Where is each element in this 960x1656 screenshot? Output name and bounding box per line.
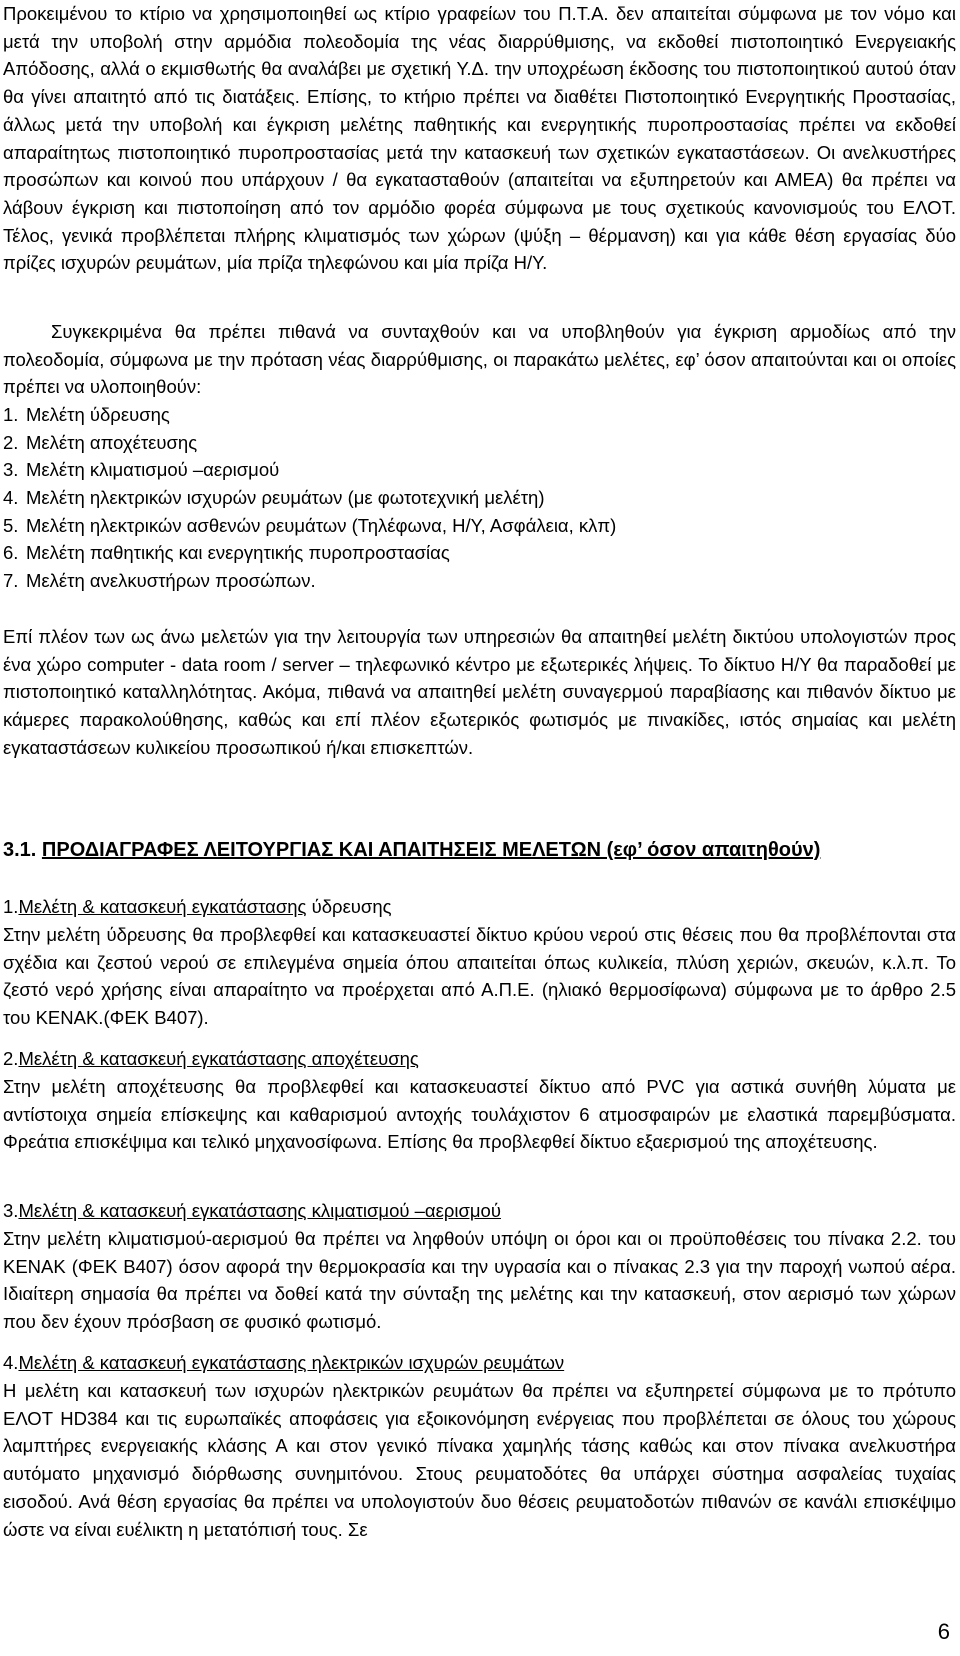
subsection-heading-underlined: Μελέτη & κατασκευή εγκατάστασης <box>18 896 307 917</box>
subsection-number: 4. <box>3 1352 19 1373</box>
list-item <box>3 456 903 484</box>
subsection-number: 3. <box>3 1200 19 1221</box>
subsection-heading-underlined: Μελέτη & κατασκευή εγκατάστασης κλιματισμού –αερισμού <box>18 1200 501 1221</box>
list-item-label: Μελέτη ύδρευσης <box>26 404 170 425</box>
list-item <box>3 567 903 595</box>
subsection-body-1: Στην μελέτη ύδρευσης θα προβλεφθεί και κατασκευαστεί δίκτυο κρύου νερού στις θέσεις που θα προβλέπονται στα σχέδια και ζεστού νερού σε επιλεγμένα σημεία όπου απαιτείται όπως κυλικεία, πλύση χεριών, σκευών, κ.λ.π. Το ζεστό νερό χρήσης είναι απαραίτητο να προέρχεται από Α.Π.Ε. (ηλιακό θερμοσίφωνα) σύμφωνα με το άρθρο 2.5 του ΚΕΝΑΚ.(ΦΕΚ Β407). <box>3 924 956 1029</box>
subsection-body-3: Στην μελέτη κλιματισμού-αερισμού θα πρέπει να ληφθούν υπόψη οι όροι και οι προϋποθέσεις του πίνακα 2.2. του ΚΕΝΑΚ (ΦΕΚ Β407) όσον αφορά την θερμοκρασία και την υγρασία και ο πίνακας 2.3 για την παροχή νωπού αέρα. Ιδιαίτερη σημασία θα πρέπει να δοθεί κατά την σύνταξη της μελέτης και την κατασκευή, στον αερισμό των χώρων που δεν έχουν πρόσβαση σε φυσικό φωτισμό. <box>3 1228 956 1333</box>
list-item <box>3 429 903 457</box>
list-item-number: 2 . <box>3 429 26 457</box>
list-item-number: 4 . <box>3 484 26 512</box>
page-number: 6 <box>937 1619 950 1644</box>
list-item <box>3 539 903 567</box>
list-item-label: Μελέτη αποχέτευσης <box>26 431 198 453</box>
list-item <box>3 401 903 429</box>
subsection-heading-underlined: Μελέτη & κατασκευή εγκατάστασης αποχέτευσης <box>18 1048 419 1069</box>
subsection-heading-3 <box>3 1197 501 1225</box>
list-item-number: 7 . <box>3 567 26 595</box>
list-item-number: 3 . <box>3 456 26 484</box>
list-item-number: 1 . <box>3 401 26 429</box>
studies-list <box>3 401 903 595</box>
list-item-label: Μελέτη παθητικής και ενεργητικής πυροπροστασίας <box>26 542 450 564</box>
list-item-label: Μελέτη κλιματισμού –αερισμού <box>26 459 280 481</box>
subsection-body-2: Στην μελέτη αποχέτευσης θα προβλεφθεί και κατασκευαστεί δίκτυο από PVC για αστικά συνήθη λύματα με αντίστοιχα σημεία επίσκεψης και καθαρισμού αντοχής τουλάχιστον 6 ατμοσφαιρών με ελαστικά παρεμβύσματα. Φρεάτια επισκέψιμα και τελικό μηχανοσίφωνα. Επίσης θα προβλεφθεί δίκτυο εξαερισμού της αποχέτευσης. <box>3 1076 956 1153</box>
network-paragraph: Επί πλέον των ως άνω μελετών για την λειτουργία των υπηρεσιών θα απαιτηθεί μελέτη δικτύου υπολογιστών προς ένα χώρο computer - data room / server – τηλεφωνικό κέντρο με εξωτερικές λήψεις. Το δίκτυο Η/Υ θα παραδοθεί με πιστοποιητικό καταλληλότητας. Ακόμα, πιθανά να απαιτηθεί μελέτη συναγερμού παραβίασης και πιθανόν δίκτυο με κάμερες παρακολούθησης, καθώς και επί πλέον εξωτερικός φωτισμός με πινακίδες, ιστός σημαίας και μελέτη εγκαταστάσεων κυλικείου προσωπικού ή/και επισκεπτών. <box>3 626 956 758</box>
list-item-number: 6 . <box>3 539 26 567</box>
subsection-body-4: Η μελέτη και κατασκευή των ισχυρών ηλεκτρικών ρευμάτων θα πρέπει να εξυπηρετεί σύμφωνα με το πρότυπο ΕΛΟΤ HD384 και τις ευρωπαϊκές αποφάσεις για εξοικονόμηση ενέργειας που προβλέπεται σε όλους του χώρους λαμπτήρες ενεργειακής κλάσης Α και στον γενικό πίνακα χαμηλής τάσης καθώς και στον πίνακα ανελκυστήρα αυτόματο μηχανισμό διόρθωσης συνημιτόνου. Στους ρευματοδότες θα υπάρχει σύστημα ασφαλείας τυχαίας εισοδού. Ανά θέση εργασίας θα πρέπει να υπολογιστούν δυο θέσεις ρευματοδοτών πιθανών σε κανάλι επισκέψιμο ώστε να είναι ευέλικτη η μετατόπισή τους. Σε <box>3 1380 956 1540</box>
subsection-heading-2 <box>3 1045 419 1073</box>
intro-paragraph: Προκειμένου το κτίριο να χρησιμοποιηθεί ως κτίριο γραφείων του Π.Τ.Α. δεν απαιτείται σύμφωνα με τον νόμο και μετά την υποβολή στην αρμόδια πολεοδομία της νέας διαρρύθμισης, να εκδοθεί πιστοποιητικό Ενεργειακής Απόδοσης, αλλά ο εκμισθωτής θα αναλάβει με σχετική Υ.Δ. την υποχρέωση έκδοσης του πιστοποιητικού αυτού όταν θα γίνει απαιτητό από τις διατάξεις. Επίσης, το κτήριο πρέπει να διαθέτει Πιστοποιητικό Ενεργητικής Προστασίας, άλλως μετά την υποβολή και έγκριση μελέτης παθητικής και ενεργητικής πυροπροστασίας πρέπει να εκδοθεί απαραίτητως πιστοποιητικό πυροπροστασίας μετά την κατασκευή των σχετικών εγκαταστάσεων. Οι ανελκυστήρες προσώπων και κοινού που υπάρχουν / θα εγκατασταθούν (απαιτείται να εξυπηρετούν και ΑΜΕΑ) θα πρέπει να λάβουν έγκριση και πιστοποίηση από τον αρμόδιο φορέα σύμφωνα με τους σχετικούς κανονισμούς του ΕΛΟΤ. Τέλος, γενικά προβλέπεται πλήρης κλιματισμός των χώρων (ψύξη – θέρμανση) και για κάθε θέση εργασίας δύο πρίζες ισχυρών ρευμάτων, μία πρίζα τηλεφώνου και μία πρίζα Η/Υ. <box>3 3 956 274</box>
studies-intro-paragraph: Συγκεκριμένα θα πρέπει πιθανά να συνταχθούν και να υποβληθούν για έγκριση αρμοδίως από την πολεοδομία, σύμφωνα με την πρόταση νέας διαρρύθμισης, οι παρακάτω μελέτες, εφ’ όσον απαιτούνται και οι οποίες πρέπει να υλοποιηθούν: <box>3 321 956 398</box>
list-item-label: Μελέτη ηλεκτρικών ασθενών ρευμάτων (Τηλέφωνα, Η/Υ, Ασφάλεια, κλπ) <box>26 514 617 536</box>
subsection-heading-1 <box>3 893 392 921</box>
section-number: 3.1. <box>3 839 37 861</box>
subsection-heading-4 <box>3 1349 564 1377</box>
subsection-heading-underlined: Μελέτη & κατασκευή εγκατάστασης ηλεκτρικών ισχυρών ρευμάτων <box>18 1352 565 1373</box>
subsection-number: 1. <box>3 896 19 917</box>
list-item-label: Μελέτη ηλεκτρικών ισχυρών ρευμάτων (με φωτοτεχνική μελέτη) <box>26 487 545 509</box>
subsection-heading-rest: ύδρευσης <box>306 896 392 917</box>
section-heading <box>3 837 820 865</box>
list-item <box>3 512 903 540</box>
section-title: ΠΡΟΔΙΑΓΡΑΦΕΣ ΛΕΙΤΟΥΡΓΙΑΣ ΚΑΙ ΑΠΑΙΤΗΣΕΙΣ ΜΕΛΕΤΩΝ (εφ’ όσον απαιτηθούν) <box>41 839 821 861</box>
list-item <box>3 484 903 512</box>
list-item-label: Μελέτη ανελκυστήρων προσώπων. <box>26 570 316 592</box>
subsection-number: 2. <box>3 1048 19 1069</box>
list-item-number: 5 . <box>3 512 26 540</box>
